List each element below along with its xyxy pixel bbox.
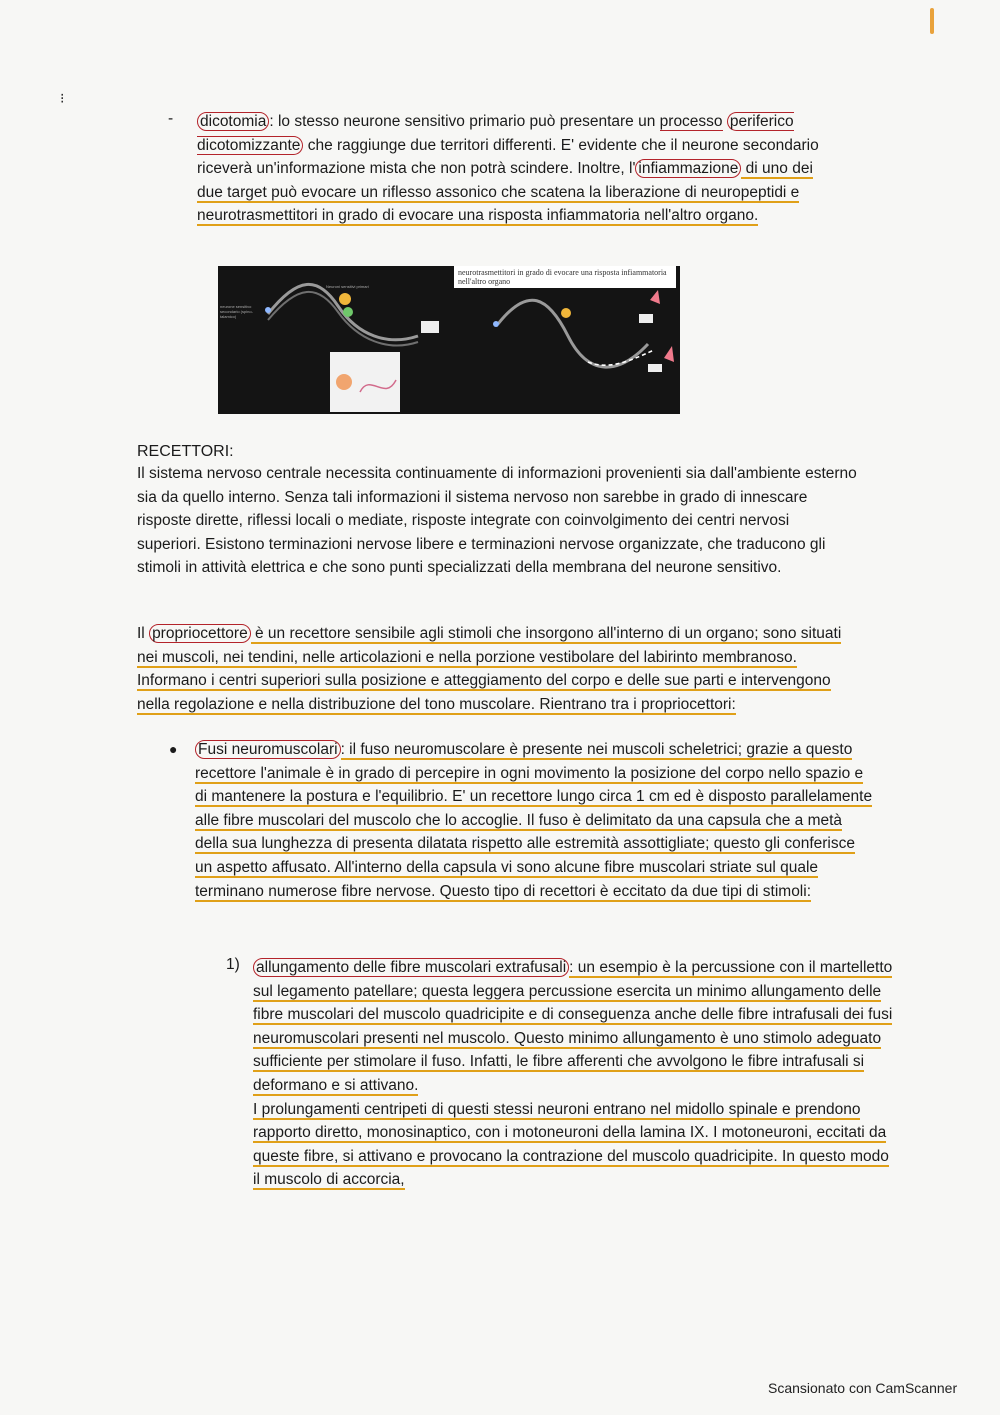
dash-bullet: - <box>168 110 174 127</box>
target-organ-top <box>650 290 660 304</box>
neuron-body-green <box>343 307 353 317</box>
neuron-body-orange <box>339 293 351 305</box>
recettori-paragraph: Il sistema nervoso centrale necessita continuamente di informazioni provenienti sia dall'ambiente esterno sia da quello interno. Senza tali informazioni il sistema nervoso non sarebbe in grado di innescare risposte dirette, riflessi locali o mediate, risposte integrate con coinvolgimento dei centri nervosi superiori. Esistono terminazioni nervose libere e terminazioni nervose organizzate, che traducono gli stimoli in attività elettrica e che sono punti specializzati della membrana del neurone sensitivo. <box>137 465 857 577</box>
fusi-text: : il fuso neuromuscolare è presente nei muscoli scheletrici; grazie a questo recettore l'animale è in grado di percepire in ogni movimento la posizione del corpo nello spazio e di mantenere la postura e l'equilibrio. E' un recettore lungo circa 1 cm ed è disposto parallelamente alle fibre muscolari del muscolo che lo accoglie. Il fuso è delimitato da una capsula che a metà della sua lunghezza di presenta dilatata rispetto alle estremità assottigliate; questo gli conferisce un aspetto affusato. All'interno della capsula vi sono alcune fibre muscolari striate sul quale terminano numerose fibre nervose. Questo tipo di recettori è eccitato da due tipi di stimoli: <box>195 741 873 900</box>
annotation-box-1 <box>421 321 439 333</box>
dicotomia-term: dicotomia <box>197 112 269 131</box>
propriocettore-term: propriocettore <box>149 624 251 643</box>
scanner-credit: Scansionato con CamScanner <box>768 1380 958 1396</box>
stimolo-term: allungamento delle fibre muscolari extrafusali <box>253 958 569 977</box>
dicotomia-text-1: : lo stesso neurone sensitivo primario può presentare un <box>269 113 660 130</box>
propriocettore-paragraph <box>137 622 857 716</box>
propriocettore-lead: Il <box>137 625 150 642</box>
dicotomia-paragraph <box>197 110 837 228</box>
figure-caption: neurotrasmettitori in grado di evocare una risposta infiammatoria nell'altro organo <box>454 266 676 288</box>
figure-label-left: neurone sensitivo secondario (spino-talamico) <box>220 304 253 319</box>
receptor-star <box>493 321 499 327</box>
nerve-fiber-right <box>498 300 648 367</box>
list-number: 1) <box>226 956 240 973</box>
dicotomia-text-3: di uno dei due target può evocare un riflesso assonico che scatena la liberazione di neuropeptidi e neurotrasmettitori in grado di evocare una risposta infiammatoria nell'altro organo. <box>197 160 813 225</box>
neuron-diagram-image <box>218 266 680 414</box>
figure-inset-card <box>330 352 400 412</box>
neuron-body-orange-2 <box>561 308 571 318</box>
inset-illustration <box>330 352 400 412</box>
infiammazione-term: infiammazione <box>635 159 741 178</box>
processo-term: processo <box>659 113 723 130</box>
recettori-heading: RECETTORI: <box>137 443 234 460</box>
annotation-box-3 <box>648 364 662 372</box>
stimolo-paragraph <box>253 956 893 1192</box>
annotation-box-2 <box>639 314 653 323</box>
nerve-fiber-left <box>268 284 418 339</box>
list-bullet: ● <box>169 741 178 757</box>
target-organ-bottom <box>664 346 674 362</box>
periferico-term: periferico dicotomizzante <box>197 113 794 154</box>
margin-mark: ⁝ <box>60 90 65 106</box>
stimolo-text: : un esempio è la percussione con il martelletto sul legamento patellare; questa leggera percussione esercita un minimo allungamento delle fibre muscolari del muscolo quadricipite e di conseguenza anche delle fibre intrafusali dei fusi neuromuscolari presenti nel muscolo. Questo minimo allungamento è uno stimolo adeguato sufficiente per stimolare il fuso. Infatti, le fibre afferenti che avvolgono le fibre intrafusali si deformano e si attivano. <box>253 959 893 1094</box>
stimolo-text-2: I prolungamenti centripeti di questi stessi neuroni entrano nel midollo spinale e prendono rapporto diretto, monosinaptico, con i motoneuroni della lamina IX. I motoneuroni, eccitati da queste fibre, si attivano e provocano la contrazione del muscolo quadricipite. In questo modo il muscolo di accorcia, <box>253 1100 889 1189</box>
fusi-term: Fusi neuromuscolari <box>195 740 341 759</box>
dicotomia-text-2: che raggiunge due territori differenti. E' evidente che il neurone secondario riceverà un'informazione mista che non potrà scindere. Inoltre, l' <box>197 136 819 178</box>
figure-label-top: Neuroni sensitivi primari <box>326 284 369 289</box>
fusi-paragraph <box>195 738 875 903</box>
highlighter-mark <box>930 8 934 34</box>
neuron-diagram-svg <box>218 266 680 414</box>
propriocettore-text: è un recettore sensibile agli stimoli che insorgono all'interno di un organo; sono situati nei muscoli, nei tendini, nelle articolazioni e nella porzione vestibolare del labirinto membranoso. Informano i centri superiori sulla posizione e atteggiamento del corpo e delle sue parti e intervengono nella regolazione e nella distribuzione del tono muscolare. Rientrano tra i propriocettori: <box>137 625 842 713</box>
